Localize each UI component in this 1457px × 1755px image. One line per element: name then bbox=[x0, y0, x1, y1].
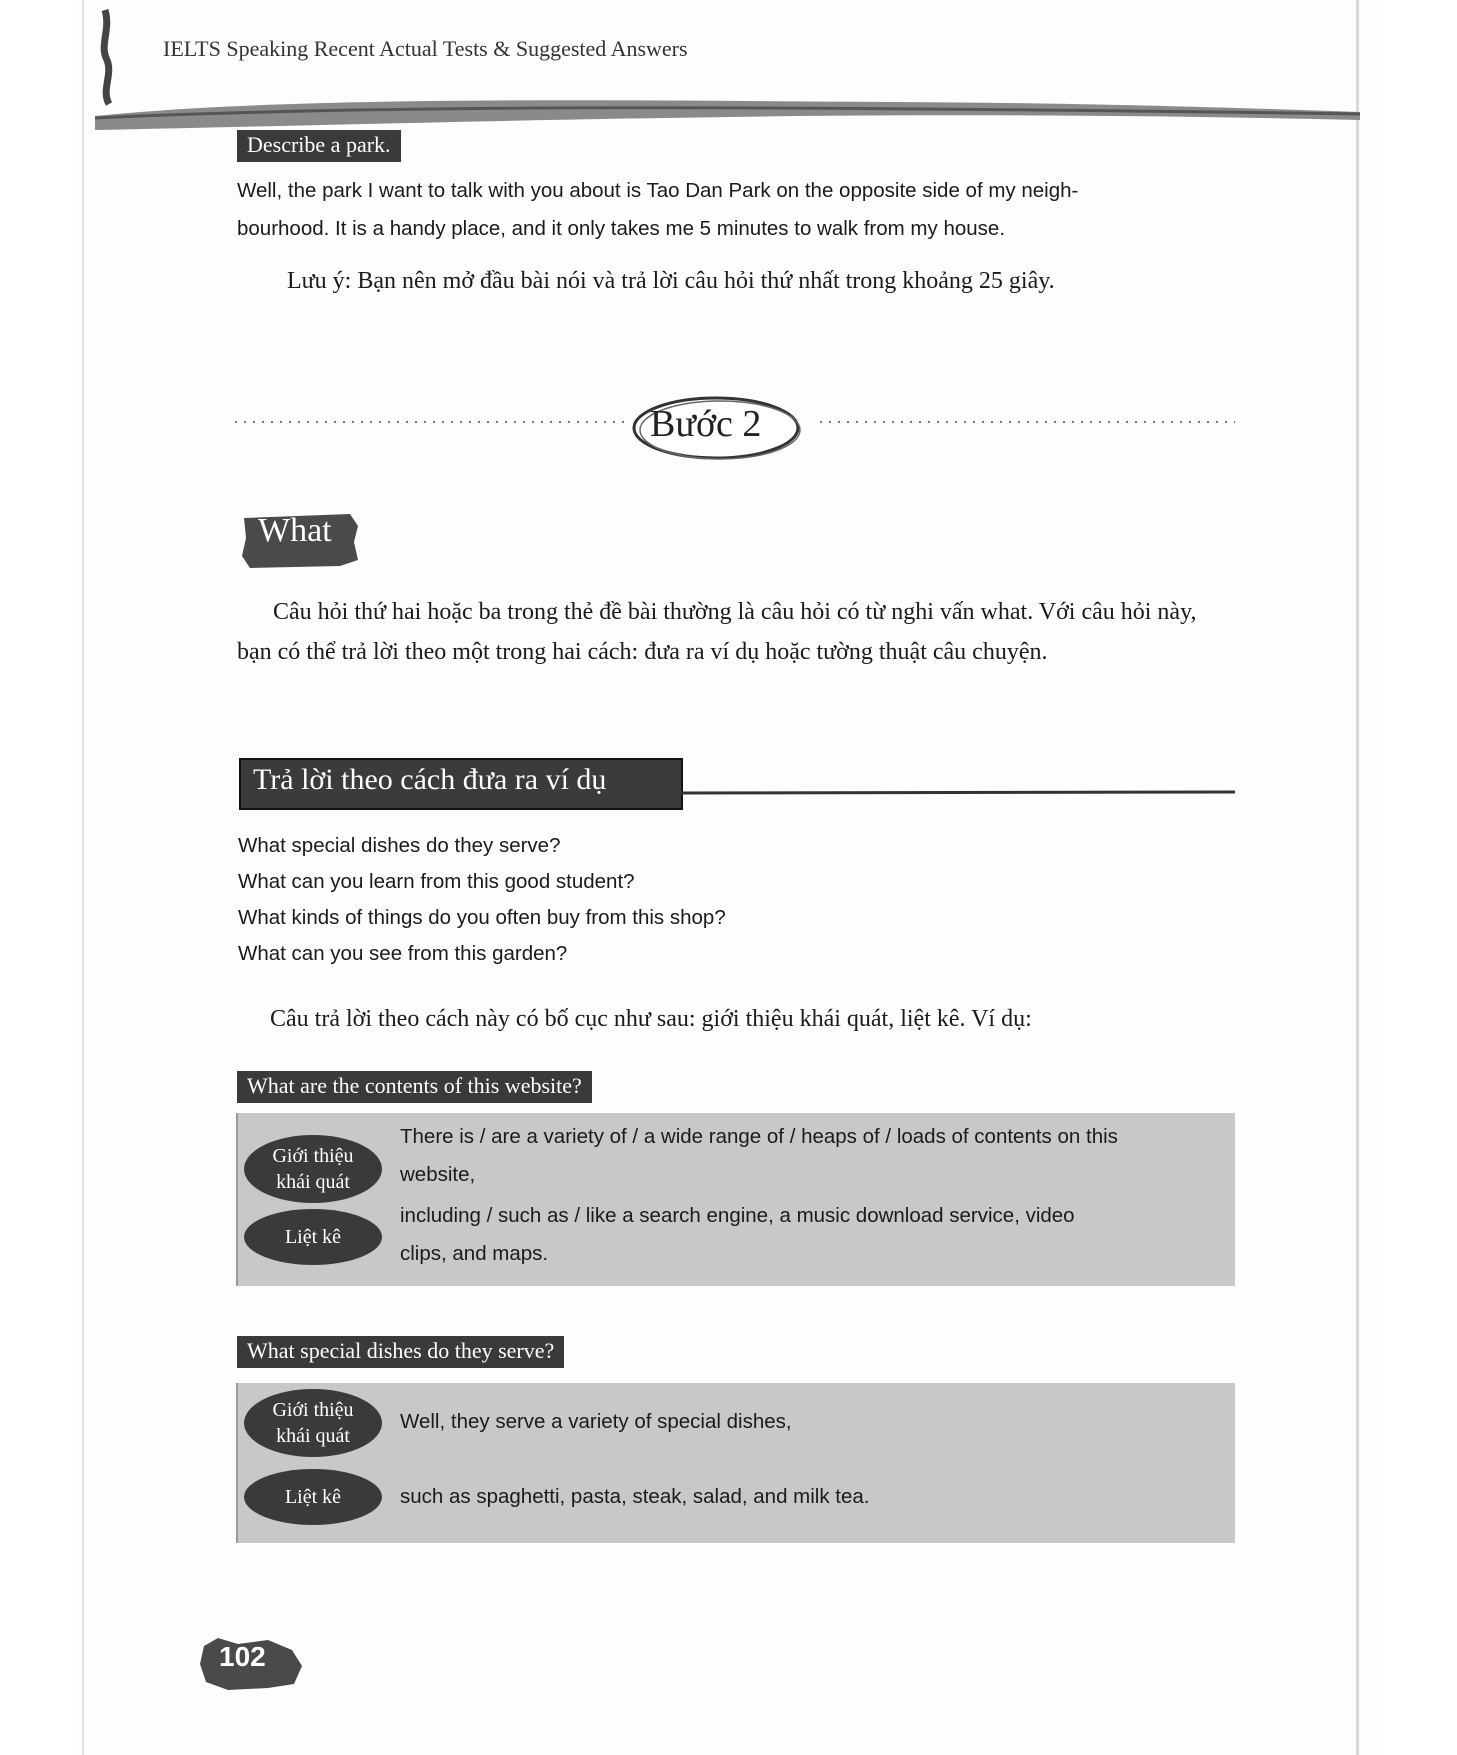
pill-label-line: Liệt kê bbox=[284, 1486, 342, 1508]
list-item: What can you see from this garden? bbox=[238, 942, 568, 965]
example-panel-website bbox=[236, 1113, 1235, 1286]
intro-text-line: website, bbox=[400, 1163, 476, 1186]
list-item: What special dishes do they serve? bbox=[238, 834, 561, 857]
list-text-line: including / such as / like a search engine, a music download service, video bbox=[400, 1204, 1075, 1227]
step-label: Bước 2 bbox=[650, 403, 762, 445]
pill-label-line: khái quát bbox=[276, 1171, 350, 1193]
pill-label-line: Liệt kê bbox=[284, 1226, 342, 1248]
park-answer-line: bourhood. It is a handy place, and it only takes me 5 minutes to walk from my house. bbox=[237, 217, 1006, 240]
list-text-line: clips, and maps. bbox=[400, 1242, 549, 1265]
intro-text: Well, they serve a variety of special dishes, bbox=[400, 1410, 792, 1433]
list-text: such as spaghetti, pasta, steak, salad, and milk tea. bbox=[400, 1485, 870, 1508]
page-number: 102 bbox=[219, 1641, 266, 1672]
question-list bbox=[238, 828, 1038, 972]
park-answer-line: Well, the park I want to talk with you about is Tao Dan Park on the opposite side of my neigh- bbox=[237, 179, 1079, 202]
intro-pill bbox=[244, 1389, 382, 1457]
header-brush-stroke bbox=[95, 86, 1365, 130]
pill-label-line: khái quát bbox=[276, 1425, 350, 1447]
page-left-edge bbox=[82, 0, 84, 1755]
list-text bbox=[400, 1197, 1230, 1273]
timing-note: Lưu ý: Bạn nên mở đầu bài nói và trả lời câu hỏi thứ nhất trong khoảng 25 giây. bbox=[287, 268, 1055, 294]
intro-pill bbox=[244, 1135, 382, 1203]
example-tag-dishes: What special dishes do they serve? bbox=[237, 1336, 564, 1368]
list-item: What can you learn from this good student? bbox=[238, 870, 635, 893]
running-header bbox=[95, 28, 1365, 128]
pill-label-line: Giới thiệu bbox=[272, 1399, 354, 1421]
example-panel-dishes bbox=[236, 1383, 1235, 1543]
section-heading-rule bbox=[680, 788, 1240, 798]
intro-paragraph: Câu hỏi thứ hai hoặc ba trong thẻ đề bài thường là câu hỏi có từ nghi vấn what. Với câu hỏi này, bạn có thể trả lời theo một trong hai cách: đưa ra ví dụ hoặc tường thuật câu chuyện. bbox=[237, 599, 1197, 665]
section-heading: Trả lời theo cách đưa ra ví dụ bbox=[253, 763, 607, 796]
example-tag-website: What are the contents of this website? bbox=[237, 1071, 592, 1103]
structure-sentence: Câu trả lời theo cách này có bố cục như sau: giới thiệu khái quát, liệt kê. Ví dụ: bbox=[270, 1006, 1032, 1032]
list-pill bbox=[244, 1469, 382, 1525]
page-right-edge bbox=[1356, 0, 1359, 1755]
intro-text bbox=[400, 1118, 1230, 1194]
what-badge-label: What bbox=[258, 512, 332, 549]
park-answer bbox=[237, 172, 1257, 248]
topic-tag-park: Describe a park. bbox=[237, 130, 401, 162]
list-item: What kinds of things do you often buy from this shop? bbox=[238, 906, 726, 929]
header-title: IELTS Speaking Recent Actual Tests & Suggested Answers bbox=[163, 36, 688, 61]
pill-label-line: Giới thiệu bbox=[272, 1145, 354, 1167]
list-pill bbox=[244, 1209, 382, 1265]
intro-text-line: There is / are a variety of / a wide range of / heaps of / loads of contents on this bbox=[400, 1125, 1118, 1148]
